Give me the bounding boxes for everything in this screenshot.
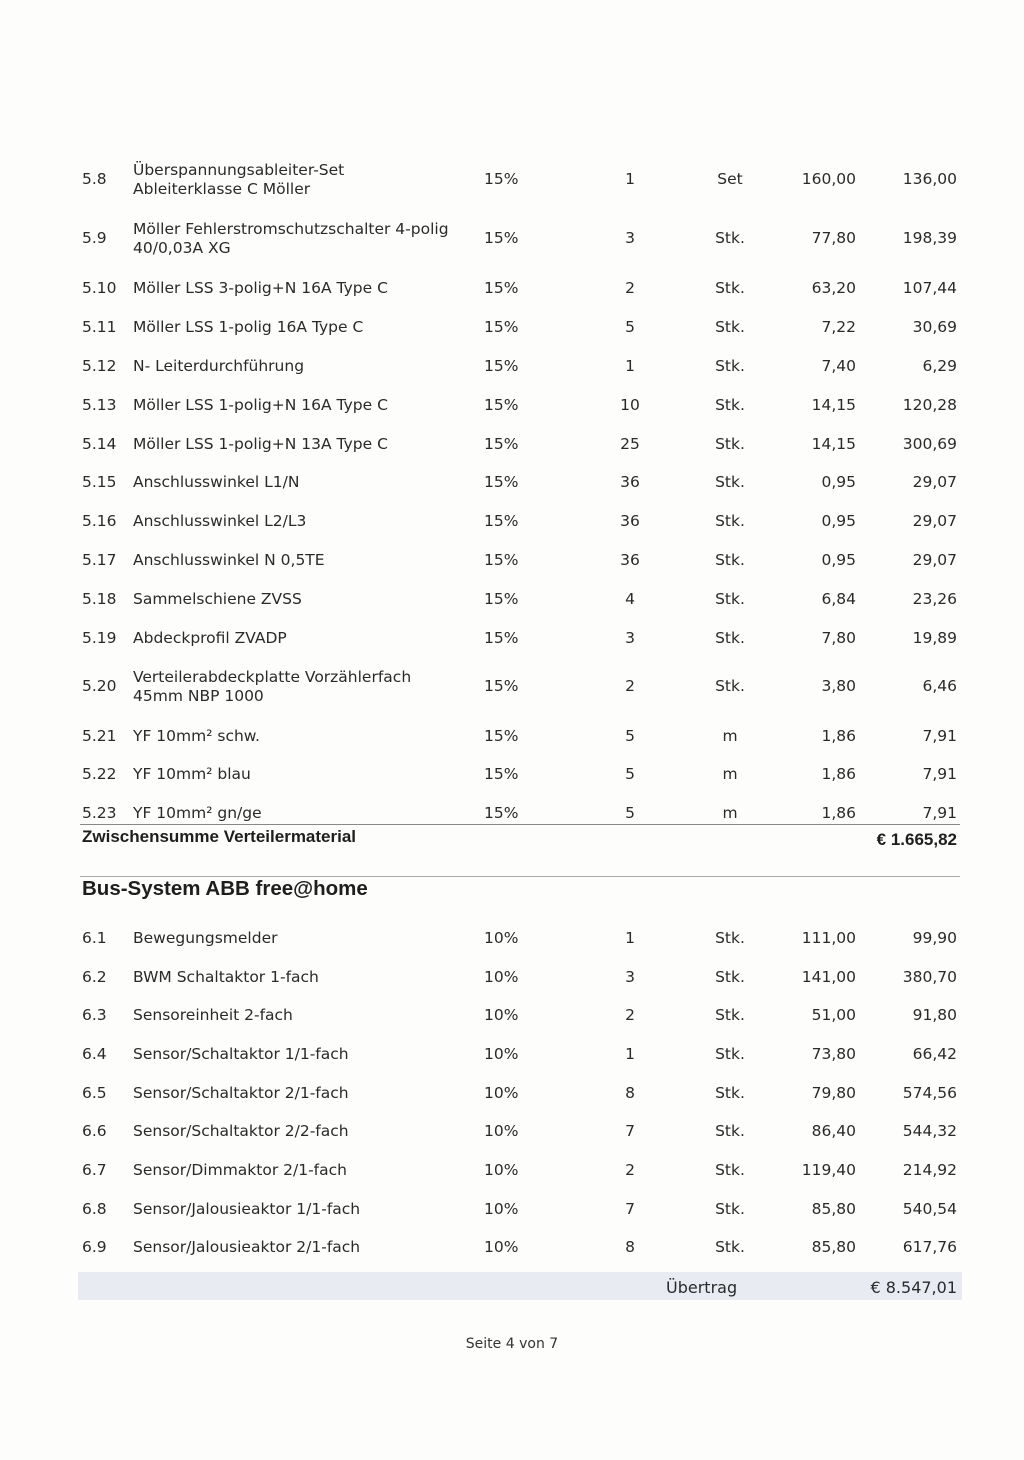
description: Möller LSS 1-polig+N 13A Type C xyxy=(133,435,388,453)
quantity: 3 xyxy=(625,968,635,986)
uebertrag-label: Übertrag xyxy=(666,1278,738,1297)
description: YF 10mm² gn/ge xyxy=(133,804,262,822)
unit-price: 160,00 xyxy=(801,170,856,188)
description: Möller Fehlerstromschutzschalter 4-polig xyxy=(133,220,449,238)
discount: 15% xyxy=(484,396,519,414)
position: 5.12 xyxy=(82,357,117,375)
description: Sensor/Schaltaktor 2/2-fach xyxy=(133,1122,349,1140)
position: 5.20 xyxy=(82,677,117,695)
discount: 10% xyxy=(484,968,519,986)
quantity: 7 xyxy=(625,1200,635,1218)
description: N- Leiterdurchführung xyxy=(133,357,305,375)
position: 6.9 xyxy=(82,1238,107,1256)
unit-price: 0,95 xyxy=(821,512,856,530)
total-price: 19,89 xyxy=(912,629,957,647)
section-title: Bus-System ABB free@home xyxy=(82,877,368,900)
total-price: 23,26 xyxy=(912,590,957,608)
discount: 15% xyxy=(484,229,519,247)
position: 5.14 xyxy=(82,435,117,453)
discount: 15% xyxy=(484,318,519,336)
quantity: 3 xyxy=(625,629,635,647)
subtotal-label: Zwischensumme Verteilermaterial xyxy=(82,827,357,846)
unit: Stk. xyxy=(715,1045,745,1063)
unit-price: 85,80 xyxy=(811,1238,856,1256)
total-price: 29,07 xyxy=(912,551,957,569)
unit: Stk. xyxy=(715,551,745,569)
description: Möller LSS 3-polig+N 16A Type C xyxy=(133,279,388,297)
unit: Stk. xyxy=(715,1161,745,1179)
unit: Stk. xyxy=(715,1122,745,1140)
quantity: 5 xyxy=(625,727,635,745)
unit: Stk. xyxy=(715,1006,745,1024)
unit-price: 85,80 xyxy=(811,1200,856,1218)
discount: 15% xyxy=(484,804,519,822)
position: 6.3 xyxy=(82,1006,107,1024)
quantity: 36 xyxy=(620,512,640,530)
total-price: 540,54 xyxy=(902,1200,957,1218)
quantity: 5 xyxy=(625,804,635,822)
quantity: 1 xyxy=(625,1045,635,1063)
position: 6.5 xyxy=(82,1084,107,1102)
unit: m xyxy=(722,804,738,822)
description: BWM Schaltaktor 1-fach xyxy=(133,968,319,986)
unit-price: 3,80 xyxy=(821,677,856,695)
total-price: 29,07 xyxy=(912,473,957,491)
unit: Stk. xyxy=(715,229,745,247)
position: 5.15 xyxy=(82,473,117,491)
description: Sammelschiene ZVSS xyxy=(133,590,302,608)
position: 6.2 xyxy=(82,968,107,986)
total-price: 7,91 xyxy=(922,727,957,745)
unit-price: 0,95 xyxy=(821,551,856,569)
description: Sensor/Jalousieaktor 2/1-fach xyxy=(133,1238,361,1256)
quantity: 2 xyxy=(625,1161,635,1179)
quantity: 2 xyxy=(625,677,635,695)
total-price: 380,70 xyxy=(902,968,957,986)
quantity: 3 xyxy=(625,229,635,247)
unit-price: 141,00 xyxy=(801,968,856,986)
discount: 15% xyxy=(484,435,519,453)
quantity: 5 xyxy=(625,318,635,336)
unit-price: 14,15 xyxy=(811,435,856,453)
description: 45mm NBP 1000 xyxy=(133,687,264,705)
description: Sensor/Dimmaktor 2/1-fach xyxy=(133,1161,347,1179)
position: 6.6 xyxy=(82,1122,107,1140)
total-price: 99,90 xyxy=(912,929,957,947)
position: 5.21 xyxy=(82,727,117,745)
quantity: 1 xyxy=(625,170,635,188)
unit: Stk. xyxy=(715,1238,745,1256)
quantity: 25 xyxy=(620,435,640,453)
page-number: Seite 4 von 7 xyxy=(465,1336,559,1352)
discount: 15% xyxy=(484,512,519,530)
quantity: 2 xyxy=(625,1006,635,1024)
subtotal-divider xyxy=(80,824,960,825)
description: Verteilerabdeckplatte Vorzählerfach xyxy=(133,668,412,686)
position: 5.17 xyxy=(82,551,117,569)
unit: Stk. xyxy=(715,357,745,375)
unit: Stk. xyxy=(715,318,745,336)
unit-price: 6,84 xyxy=(821,590,856,608)
discount: 15% xyxy=(484,765,519,783)
discount: 10% xyxy=(484,1045,519,1063)
position: 5.22 xyxy=(82,765,117,783)
quantity: 7 xyxy=(625,1122,635,1140)
description: Ableiterklasse C Möller xyxy=(133,180,311,198)
discount: 10% xyxy=(484,1006,519,1024)
unit-price: 1,86 xyxy=(821,727,856,745)
total-price: 91,80 xyxy=(912,1006,957,1024)
unit-price: 14,15 xyxy=(811,396,856,414)
discount: 10% xyxy=(484,1084,519,1102)
unit: Set xyxy=(717,170,743,188)
total-price: 6,29 xyxy=(922,357,957,375)
description: YF 10mm² blau xyxy=(133,765,251,783)
unit: m xyxy=(722,727,738,745)
quantity: 10 xyxy=(620,396,640,414)
unit: Stk. xyxy=(715,512,745,530)
position: 6.4 xyxy=(82,1045,107,1063)
quantity: 2 xyxy=(625,279,635,297)
total-price: 7,91 xyxy=(922,804,957,822)
total-price: 120,28 xyxy=(902,396,957,414)
position: 5.16 xyxy=(82,512,117,530)
total-price: 214,92 xyxy=(902,1161,957,1179)
discount: 15% xyxy=(484,629,519,647)
discount: 15% xyxy=(484,590,519,608)
position: 5.8 xyxy=(82,170,107,188)
position: 5.9 xyxy=(82,229,107,247)
total-price: 66,42 xyxy=(912,1045,957,1063)
unit: Stk. xyxy=(715,1084,745,1102)
total-price: 107,44 xyxy=(902,279,957,297)
description: Möller LSS 1-polig+N 16A Type C xyxy=(133,396,388,414)
description: Sensor/Jalousieaktor 1/1-fach xyxy=(133,1200,361,1218)
position: 6.8 xyxy=(82,1200,107,1218)
position: 6.7 xyxy=(82,1161,107,1179)
discount: 15% xyxy=(484,279,519,297)
total-price: 198,39 xyxy=(902,229,957,247)
unit: Stk. xyxy=(715,1200,745,1218)
unit-price: 0,95 xyxy=(821,473,856,491)
unit-price: 79,80 xyxy=(811,1084,856,1102)
quantity: 8 xyxy=(625,1084,635,1102)
description: Möller LSS 1-polig 16A Type C xyxy=(133,318,364,336)
total-price: 30,69 xyxy=(912,318,957,336)
unit-price: 7,40 xyxy=(821,357,856,375)
description: Anschlusswinkel L2/L3 xyxy=(133,512,307,530)
total-price: 6,46 xyxy=(922,677,957,695)
unit: Stk. xyxy=(715,677,745,695)
unit: Stk. xyxy=(715,396,745,414)
unit-price: 63,20 xyxy=(811,279,856,297)
discount: 15% xyxy=(484,551,519,569)
discount: 15% xyxy=(484,473,519,491)
discount: 15% xyxy=(484,357,519,375)
description: Überspannungsableiter-Set xyxy=(133,161,345,179)
quantity: 1 xyxy=(625,357,635,375)
discount: 10% xyxy=(484,929,519,947)
unit-price: 119,40 xyxy=(801,1161,856,1179)
description: YF 10mm² schw. xyxy=(133,727,260,745)
quantity: 1 xyxy=(625,929,635,947)
unit: Stk. xyxy=(715,968,745,986)
unit-price: 77,80 xyxy=(811,229,856,247)
position: 5.19 xyxy=(82,629,117,647)
position: 5.18 xyxy=(82,590,117,608)
unit: m xyxy=(722,765,738,783)
total-price: 544,32 xyxy=(902,1122,957,1140)
description: Sensor/Schaltaktor 1/1-fach xyxy=(133,1045,349,1063)
position: 5.13 xyxy=(82,396,117,414)
discount: 10% xyxy=(484,1200,519,1218)
subtotal-value: € 1.665,82 xyxy=(876,830,957,849)
total-price: 574,56 xyxy=(902,1084,957,1102)
unit-price: 7,22 xyxy=(821,318,856,336)
description: Bewegungsmelder xyxy=(133,929,278,947)
unit: Stk. xyxy=(715,435,745,453)
unit-price: 73,80 xyxy=(811,1045,856,1063)
discount: 15% xyxy=(484,727,519,745)
unit-price: 1,86 xyxy=(821,765,856,783)
total-price: 29,07 xyxy=(912,512,957,530)
unit-price: 1,86 xyxy=(821,804,856,822)
description: Anschlusswinkel N 0,5TE xyxy=(133,551,325,569)
unit: Stk. xyxy=(715,279,745,297)
discount: 10% xyxy=(484,1122,519,1140)
unit-price: 111,00 xyxy=(801,929,856,947)
position: 5.23 xyxy=(82,804,117,822)
quantity: 36 xyxy=(620,473,640,491)
unit-price: 86,40 xyxy=(811,1122,856,1140)
total-price: 136,00 xyxy=(902,170,957,188)
position: 6.1 xyxy=(82,929,107,947)
description: Abdeckprofil ZVADP xyxy=(133,629,287,647)
uebertrag-value: € 8.547,01 xyxy=(870,1278,957,1297)
description: Anschlusswinkel L1/N xyxy=(133,473,300,491)
unit: Stk. xyxy=(715,590,745,608)
discount: 10% xyxy=(484,1161,519,1179)
description: 40/0,03A XG xyxy=(133,239,231,257)
total-price: 617,76 xyxy=(902,1238,957,1256)
position: 5.11 xyxy=(82,318,117,336)
unit-price: 7,80 xyxy=(821,629,856,647)
quantity: 36 xyxy=(620,551,640,569)
unit-price: 51,00 xyxy=(811,1006,856,1024)
total-price: 300,69 xyxy=(902,435,957,453)
description: Sensoreinheit 2-fach xyxy=(133,1006,293,1024)
quantity: 8 xyxy=(625,1238,635,1256)
unit: Stk. xyxy=(715,473,745,491)
discount: 15% xyxy=(484,170,519,188)
description: Sensor/Schaltaktor 2/1-fach xyxy=(133,1084,349,1102)
position: 5.10 xyxy=(82,279,117,297)
unit: Stk. xyxy=(715,629,745,647)
unit: Stk. xyxy=(715,929,745,947)
discount: 15% xyxy=(484,677,519,695)
discount: 10% xyxy=(484,1238,519,1256)
quantity: 5 xyxy=(625,765,635,783)
quantity: 4 xyxy=(625,590,635,608)
total-price: 7,91 xyxy=(922,765,957,783)
